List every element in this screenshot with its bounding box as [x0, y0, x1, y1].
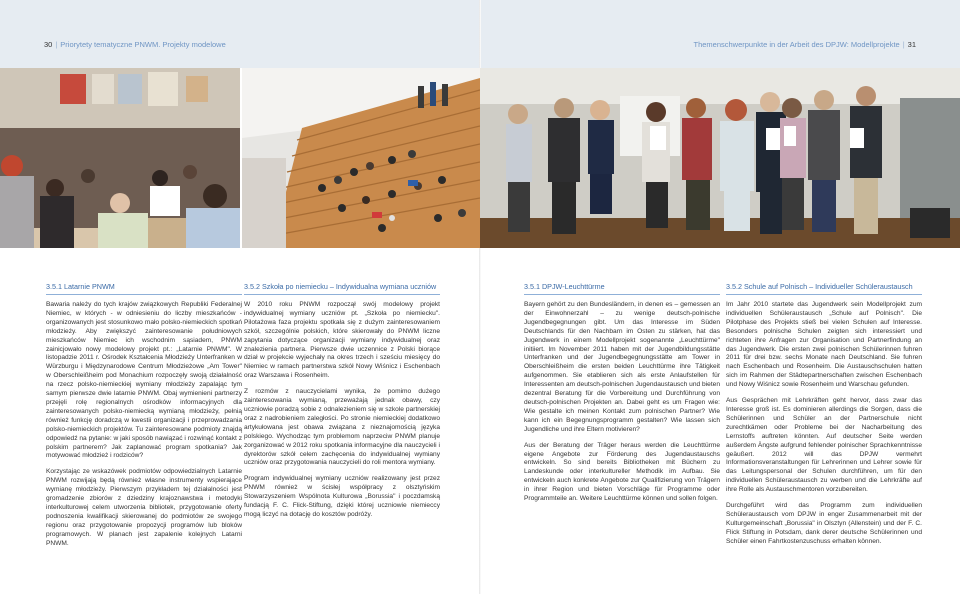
column-latarnie-pnwm	[46, 282, 242, 555]
paragraph: Durchgeführt wird das Programm zum individuellen Schüleraustausch vom DPJW in enger Zusammenarbeit mit der Kulturgemeinschaft „Borussia" in Olsztyn (Allenstein) und der F. C. Flick Stiftung in Potsdam, dank derer deutsche Schülerinnen und Schüler einen Fahrtkostenzuschuss erhalten können.	[726, 502, 922, 545]
paragraph: Aus Gesprächen mit Lehrkräften geht hervor, dass zwar das Interesse groß ist. Es dominieren allerdings die Sorgen, dass die Schülerinnen und Schüler an der Partnerschule nicht zurechtkämen oder Probleme bei der Nacharbeitung des Lernstoffs auftreten könnten. Auf deutscher Seite werden außerdem Ängste aufgrund fehlender polnischer Sprachkenntnisse geäußert. 2012 will das DPJW vermehrt Informationsveranstaltungen für Lehrerinnen und Lehrer sowie für das Leitungspersonal der Schulen durchführen, um für den individuellen Schüleraustausch zu werben und die Lehrkräfte auf ihre Rolle als Austauschmentoren vorzubereiten.	[726, 397, 922, 494]
paragraph: W 2010 roku PNWM rozpoczął swój modelowy projekt indywidualnej wymiany uczniów pt. „Szkoła po niemiecku". Pilotażowa faza projektu spotkała się z dużym zainteresowaniem szkół, szczególnie polskich, które skierowały do PNWM liczne zapytania dotyczące organizacji wymiany indywidualnej oraz znalezienia partnera. Pierwsze dwie uczennice z Polski biorące dział w projekcie wyjechały na okres trzech i sześciu miesięcy do Niemiec w ramach partnerstwa szkół Nowy Wiśnicz i Eschenbach oraz Warszawa i Rosenheim.	[244, 301, 440, 380]
column-dpjw-leuchttuerme	[524, 282, 720, 511]
column-body	[524, 301, 720, 504]
column-heading: 3.5.2 Schule auf Polnisch – Individueller Schüleraustausch	[726, 282, 922, 295]
left-running-header	[44, 40, 226, 49]
award-ceremony-photo	[480, 68, 960, 248]
column-body	[726, 301, 922, 547]
paragraph: Aus der Beratung der Träger heraus werden die Leuchttürme eigene Angebote zur Förderung des Jugendaustauschs entwickeln. So sind bereits Bibliotheken mit Büchern zu Landeskunde oder interkultureller Methodik im Aufbau. Sie entwickeln auch konkrete Angebote zur Qualifizierung von Trägern in ihrer Region und bieten Vorschläge für Programme oder Programmteile an. Weitere Leuchttürme können und sollen folgen.	[524, 441, 720, 503]
column-heading: 3.5.1 Latarnie PNWM	[46, 282, 242, 295]
paragraph: Z rozmów z nauczycielami wynika, że pomimo dużego zainteresowania wymianą, przeważają jednak obawy, czy uczniowie poradzą sobie z odnalezieniem się w szkole partnerskiej oraz z nadrobieniem zaległości. Po stronie niemieckiej dodatkowo artykułowana jest obawa związana z nieznajomością języka polskiego. Wychodząc tym problemom naprzeciw PNWM planuje zorganizować w 2012 roku spotkania informacyjne dla nauczycieli i dyrektorów szkół celem zachęcenia do indywidualnej wymiany uczniów oraz przygotowania nauczycieli do roli mentora wymiany.	[244, 388, 440, 467]
column-heading: 3.5.2 Szkoła po niemiecku – Indywidualna wymiana uczniów	[244, 282, 440, 295]
paragraph: Program indywidualnej wymiany uczniów realizowany jest przez PNWM również w ścisłej współpracy z olsztyńskim Stowarzyszeniem Wspólnota Kulturowa „Borussia" i poczdamską fundacją F. C. Flick-Stiftung, dzięki której uczniowie niemieccy mogą liczyć na dotację do kosztów podróży.	[244, 475, 440, 518]
left-header-title: Priorytety tematyczne PNWM. Projekty modelowe	[60, 40, 226, 49]
right-running-header	[693, 40, 916, 49]
right-header-separator: |	[902, 40, 905, 49]
column-body	[46, 301, 242, 548]
column-heading: 3.5.1 DPJW-Leuchttürme	[524, 282, 720, 295]
left-header-separator: |	[55, 40, 58, 49]
paragraph: Bawaria należy do tych krajów związkowych Republiki Federalnej Niemiec, w których - w odniesieniu do liczby mieszkańców - organizowanych jest stosunkowo mało polsko-niemieckich spotkań młodzieży. Aby zwiększyć zainteresowanie południowych mieszkańców Niemiec ich wschodnim sąsiadem, PNWM zainicjowało nowy modelowy projekt pt.: „Latarnie PNWM". W listopadzie 2011 r. Ośrodek Kształcenia Młodzieży Unterfranken w Würzburgu i Międzynarodowe Centrum Młodzieżowe „Am Tower" w Oberschleißheim pod Monachium rozpoczęły swoją działalność na rzecz polsko-niemieckiej wymiany młodzieży zapalając tym samym pierwsze dwie latarnie PNWM. Obaj wymienieni partnerzy przejęli rolę regionalnych ośrodków informacyjnych dla zainteresowanych polsko-niemiecką wymianą młodzieży, pełnią również funkcję doradczą w kwestii organizacji i przeprowadzania polsko-niemieckich projektów. Tu zainteresowane podmioty znajdą odpowiedź na pytanie: w jaki sposób nawiązać i rozwinąć kontakt z polskim partnerem? Jak zaplanować program spotkania? Jak motywować młodzież i rodziców?	[46, 301, 242, 460]
left-header-band	[0, 0, 480, 68]
classroom-photo	[0, 68, 240, 248]
paragraph: Bayern gehört zu den Bundesländern, in denen es – gemessen an der Einwohnerzahl – zu wenige deutsch-polnische Jugendbegegnungen gibt. Um das Interesse im Süden Deutschlands für den Nachbarn im Osten zu stärken, hat das Jugendwerk in einem Modellprojekt sogenannte „Leuchttürme" initiiert. Im November 2011 haben mit der Jugendbildungsstätte Unterfranken und der Jugendbegegnungsstätte am Tower in Oberschleißheim die ersten beiden Leuchttürme ihre Tätigkeit aufgenommen. Sie etablieren sich als erste Anlaufstellen für Interessenten am deutsch-polnischen Jugendaustausch und bieten dezentral Beratung für die Vorbereitung und Durchführung von deutsch-polnischen Projekten an. Dabei geht es um Fragen wie: Wie gestalte ich meinen Kontakt zum polnischen Partner? Wie kann ich ein Begegnungsprogramm gestalten? Wie lassen sich Jugendliche und ihre Eltern motivieren?	[524, 301, 720, 433]
paragraph: Korzystając ze wskazówek podmiotów odpowiedzialnych Latarnie PNWM rozwijają będą również własne instrumenty wspierające wymianę młodzieży. Pierwszym przykładem tej działalności jest gromadzenie zbiorów z dziedziny krajoznawstwa i metodyki interkulturowej celem utworzenia bibliotek, przygotowanie oferty podnoszenia kwalifikacji skierowanej do podmiotów ze swojego regionu oraz przygotowanie propozycji programów lub bloków programowych. W planach jest zapalenie kolejnych Latarni PNWM.	[46, 468, 242, 547]
column-szkola-po-niemiecku	[244, 282, 440, 527]
column-body	[244, 301, 440, 520]
right-page-number: 31	[907, 40, 916, 49]
column-schule-auf-polnisch	[726, 282, 922, 554]
auditorium-stairs-photo	[242, 68, 480, 248]
left-page-number: 30	[44, 40, 53, 49]
right-header-band	[480, 0, 960, 68]
right-header-title: Themenschwerpunkte in der Arbeit des DPJW: Modellprojekte	[693, 40, 900, 49]
paragraph: Im Jahr 2010 startete das Jugendwerk sein Modellprojekt zum individuellen Schüleraustausch „Schule auf Polnisch". Die Pilotphase des Projekts stieß bei vielen Schulen auf Interesse. Besonders polnische Schulen zeigten sich interessiert und richteten ihre Anfragen zur Organisation und Partnerfindung an das Jugendwerk. Die ersten zwei polnischen Schülerinnen fuhren 2011 für drei bzw. sechs Monate nach Deutschland. Sie fuhren nach Eschenbach und Rosenheim. Die Austauschschulen hatten sich im Rahmen der Städtepartnerschaften zwischen Eschenbach und Nowy Wiśnicz sowie Rosenheim und Warschau gefunden.	[726, 301, 922, 389]
